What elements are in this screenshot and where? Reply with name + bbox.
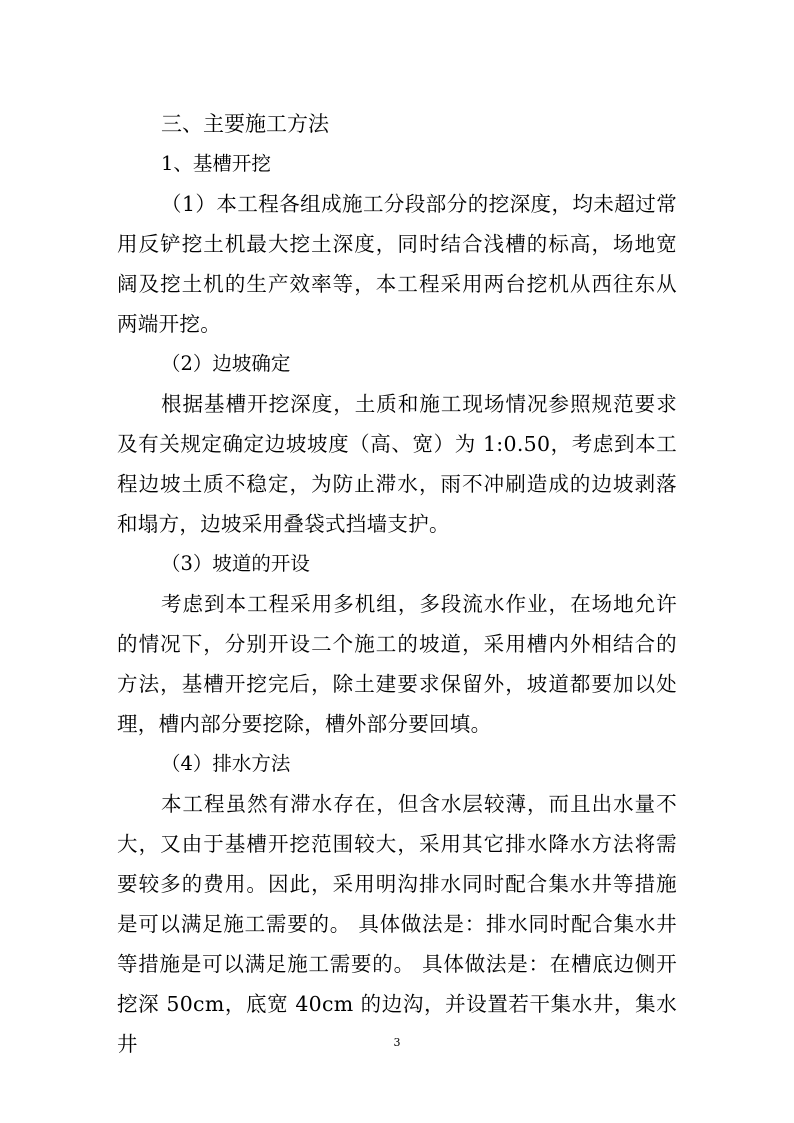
subsection-title: 1、基槽开挖 <box>161 152 271 175</box>
item-2-paragraph: 根据基槽开挖深度，土质和施工现场情况参照规范要求及有关规定确定边坡坡度（高、宽）为 1:0.50，考虑到本工程边坡土质不稳定，为防止滞水，雨不冲刷造成的边坡剥落和塌方，边坡采用叠袋式挡墙支护。 <box>117 392 677 536</box>
item-4-paragraph: 本工程虽然有滞水存在，但含水层较薄，而且出水量不大，又由于基槽开挖范围较大，采用其它排水降水方法将需要较多的费用。因此，采用明沟排水同时配合集水井等措施是可以满足施工需要的。 具体做法是：排水同时配合集水井等措施是可以满足施工需要的。 具体做法是：在槽底边侧开挖深 50cm，底宽 40cm 的边沟，并设置若干集水井，集水井 <box>117 792 677 1056</box>
document-body <box>117 104 677 1064</box>
item-3-paragraph: 考虑到本工程采用多机组，多段流水作业，在场地允许的情况下，分别开设二个施工的坡道，采用槽内外相结合的方法，基槽开挖完后，除土建要求保留外，坡道都要加以处理，槽内部分要挖除，槽外部分要回填。 <box>117 592 677 736</box>
page-number: 3 <box>393 1036 401 1049</box>
item-4-heading: （4）排水方法 <box>161 752 291 775</box>
item-2-heading: （2）边坡确定 <box>161 352 291 375</box>
item-3-heading: （3）坡道的开设 <box>161 552 310 575</box>
item-1-paragraph: （1）本工程各组成施工分段部分的挖深度，均未超过常用反铲挖土机最大挖土深度，同时结合浅槽的标高，场地宽阔及挖土机的生产效率等，本工程采用两台挖机从西往东从两端开挖。 <box>117 192 677 336</box>
section-title: 三、主要施工方法 <box>161 112 329 136</box>
